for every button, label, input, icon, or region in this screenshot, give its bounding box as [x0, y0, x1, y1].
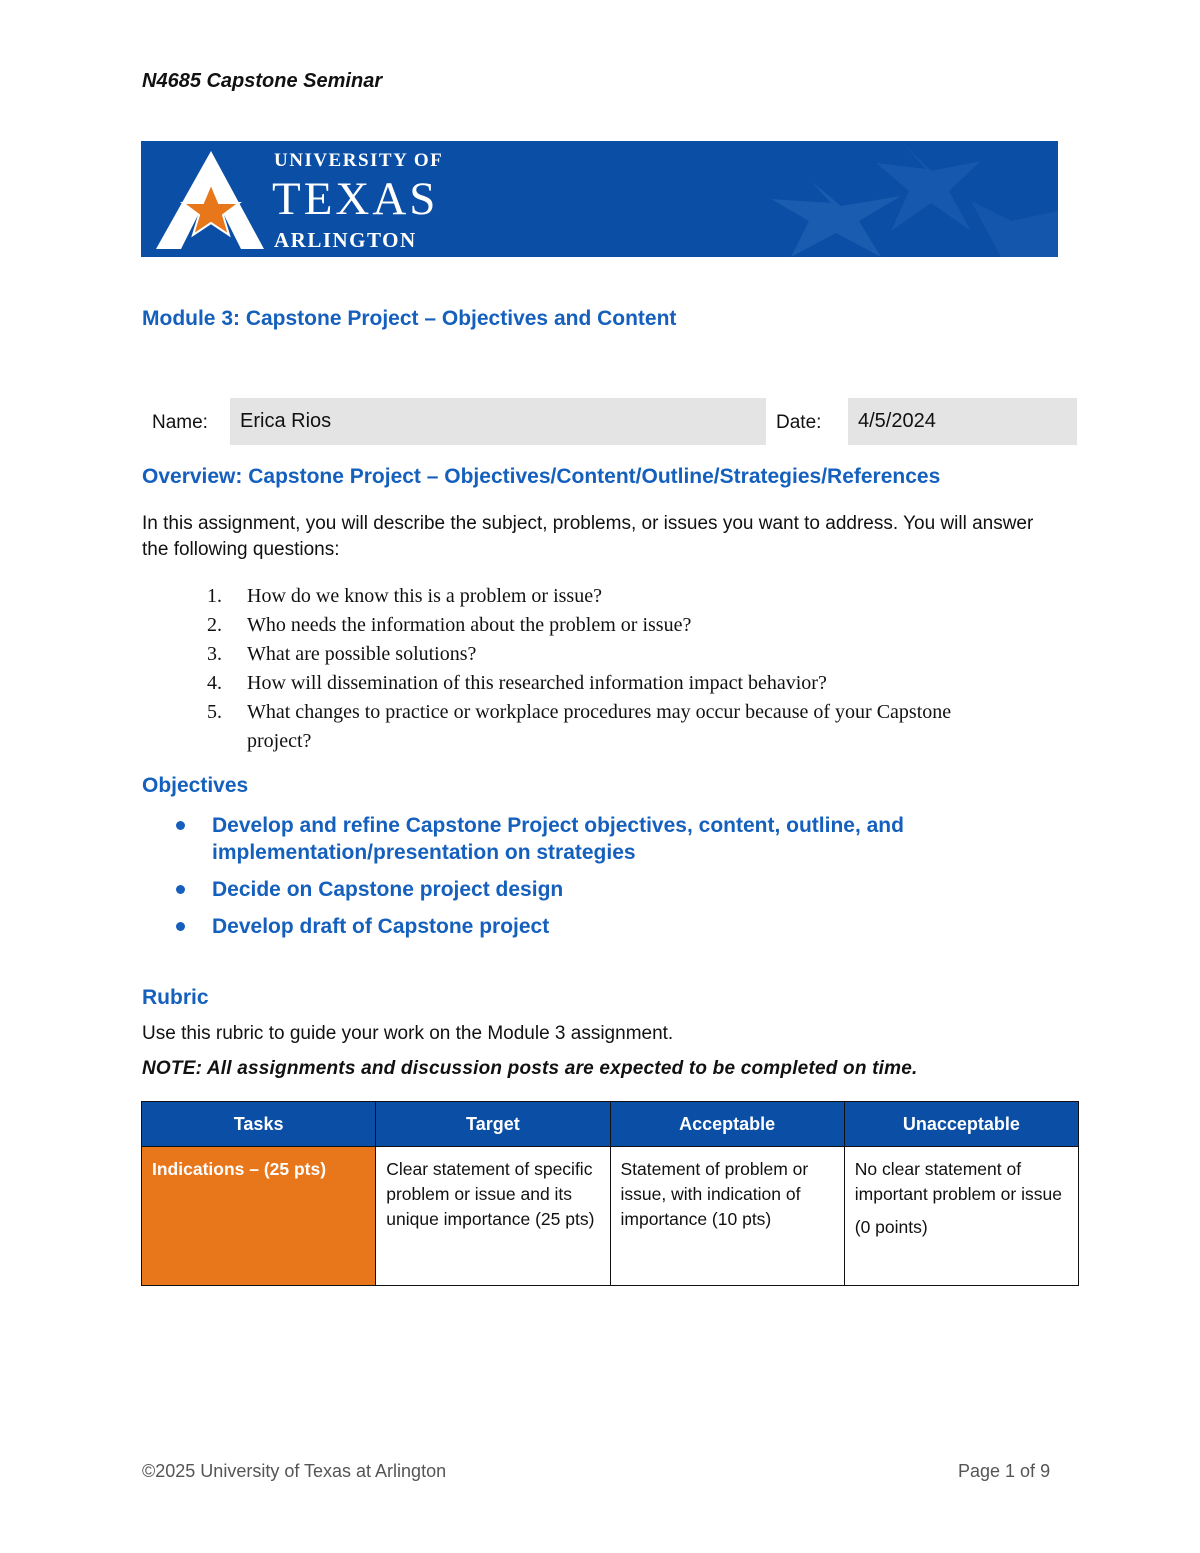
question-text: How will dissemination of this researched information impact behavior? — [247, 672, 827, 694]
rubric-title: Rubric — [142, 986, 209, 1009]
table-row — [142, 1147, 1079, 1286]
overview-paragraph: In this assignment, you will describe the subject, problems, or issues you want to address. You will answer the following questions: — [142, 513, 1034, 560]
question-text: How do we know this is a problem or issue? — [247, 585, 602, 607]
list-item — [207, 698, 1007, 756]
objective-text: Develop and refine Capstone Project objectives, content, outline, and implementation/presentation on strategies — [212, 814, 904, 864]
rubric-table — [141, 1101, 1079, 1286]
column-header: Unacceptable — [844, 1102, 1078, 1147]
question-number: 5. — [207, 701, 222, 723]
bullet-icon — [176, 821, 185, 830]
list-item — [172, 876, 1032, 903]
column-header: Acceptable — [610, 1102, 844, 1147]
bullet-icon — [176, 885, 185, 894]
banner-line-2: TEXAS — [272, 173, 439, 225]
list-item — [172, 913, 1032, 940]
bullet-icon — [176, 922, 185, 931]
question-number: 1. — [207, 585, 222, 607]
acceptable-cell: Statement of problem or issue, with indication of importance (10 pts) — [610, 1147, 844, 1286]
footer-copyright: ©2025 University of Texas at Arlington — [142, 1461, 447, 1481]
deadline-note: NOTE: All assignments and discussion posts are expected to be completed on time. — [142, 1058, 918, 1079]
uta-logo — [141, 141, 1058, 257]
objective-text: Decide on Capstone project design — [212, 878, 564, 901]
rubric-intro: Use this rubric to guide your work on the Module 3 assignment. — [142, 1023, 674, 1044]
question-list — [207, 582, 1007, 756]
name-label: Name: — [152, 412, 208, 433]
module-title: Module 3: Capstone Project – Objectives and Content — [142, 307, 677, 330]
question-text: What are possible solutions? — [247, 643, 477, 665]
list-item — [207, 640, 1007, 669]
question-number: 2. — [207, 614, 222, 636]
question-number: 3. — [207, 643, 222, 665]
page-number: Page 1 of 9 — [958, 1461, 1051, 1481]
question-number: 4. — [207, 672, 222, 694]
unacceptable-cell — [844, 1147, 1078, 1286]
university-banner — [141, 141, 1058, 257]
objectives-list — [172, 812, 1032, 950]
list-item — [172, 812, 1032, 866]
date-label: Date: — [776, 412, 822, 433]
list-item — [207, 582, 1007, 611]
table-header-row — [142, 1102, 1079, 1147]
name-field[interactable]: Erica Rios — [230, 398, 766, 445]
task-cell: Indications – (25 pts) — [142, 1147, 376, 1286]
question-text: Who needs the information about the problem or issue? — [247, 614, 692, 636]
list-item — [207, 669, 1007, 698]
date-field[interactable]: 4/5/2024 — [848, 398, 1077, 445]
column-header: Target — [376, 1102, 610, 1147]
overview-title: Overview: Capstone Project – Objectives/Content/Outline/Strategies/References — [142, 465, 941, 488]
objectives-title: Objectives — [142, 774, 249, 797]
banner-line-3: ARLINGTON — [274, 228, 417, 252]
question-text: What changes to practice or workplace procedures may occur because of your Capstone project? — [247, 701, 952, 752]
banner-line-1: UNIVERSITY OF — [274, 150, 444, 171]
unacceptable-points: (0 points) — [854, 1217, 928, 1237]
column-header: Tasks — [142, 1102, 376, 1147]
course-header: N4685 Capstone Seminar — [142, 70, 383, 92]
list-item — [207, 611, 1007, 640]
unacceptable-text: No clear statement of important problem or issue — [854, 1159, 1062, 1204]
target-cell: Clear statement of specific problem or issue and its unique importance (25 pts) — [376, 1147, 610, 1286]
objective-text: Develop draft of Capstone project — [212, 915, 550, 938]
